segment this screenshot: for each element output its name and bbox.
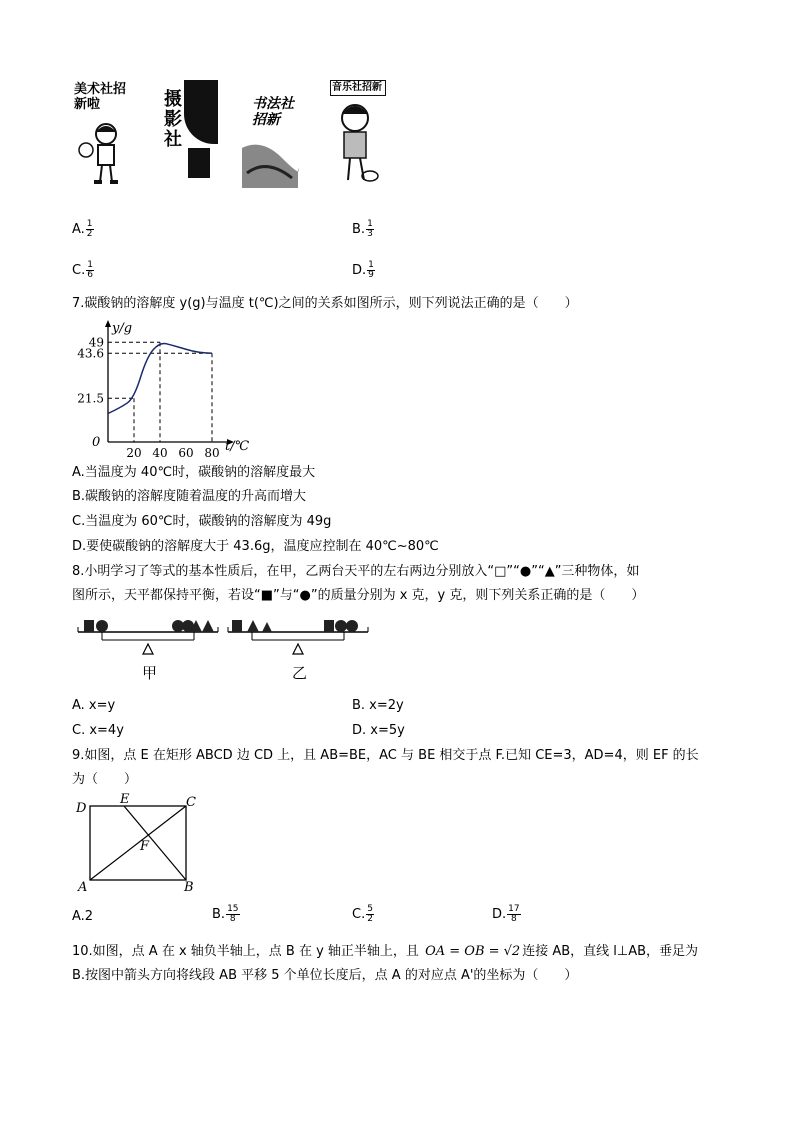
square-weight [84,620,94,632]
poster-title: 音乐社招新 [330,80,386,96]
segment-ac [90,806,186,880]
y-axis-arrow [105,320,111,327]
fraction: $\frac{1}{3}$ [367,219,373,239]
label-c: C [186,795,196,810]
rectangle-abcd-figure [72,792,212,896]
label-f: F [140,839,150,854]
q10-stem-line1: 10.如图，点 A 在 x 轴负半轴上，点 B 在 y 轴正半轴上，且 OA = OB = √2 连接 AB，直线 l⊥AB，垂足为 [72,944,699,959]
circle-weight [182,620,194,632]
balance-scales-figure [72,616,372,688]
x-tick-label: 80 [204,446,220,460]
segment-be [124,806,186,880]
y-tick-label: 43.6 [77,346,104,361]
q7-option-a[interactable]: A.当温度为 40℃时，碳酸钠的溶解度最大 [72,465,316,480]
y-tick-label: 21.5 [77,391,104,406]
q9-option-a[interactable]: A.2 [72,909,94,924]
poster-title: 美术社招新啦 [74,82,127,112]
label-b: B [184,880,194,895]
photo-club-poster [158,78,214,188]
circle-weight [335,620,347,632]
q8-option-b[interactable]: B. x=2y [352,698,404,713]
x-tick-label: 40 [152,446,168,460]
balance-jia [78,620,218,654]
q8-option-c[interactable]: C. x=4y [72,723,124,738]
cartoon-boy-illustration [76,118,126,188]
q6-option-c[interactable]: C. $\frac{1}{6}$ [72,260,93,280]
q8-stem-line1: 8.小明学习了等式的基本性质后，在甲，乙两台天平的左右两边分别放入“□”“●”“▲”三种物体，如 [72,564,640,579]
solubility-graph [77,318,270,460]
photographer-silhouette [188,148,210,178]
label-jia: 甲 [142,664,158,682]
q6-option-b[interactable]: B. $\frac{1}{3}$ [352,219,373,239]
art-club-poster [72,78,128,188]
q9-option-c[interactable]: C. $\frac{5}{2}$ [352,904,373,924]
music-club-poster [326,78,382,188]
cartoon-kid-illustration [330,100,380,186]
triangle-weight [202,620,214,632]
fraction: $\frac{1}{2}$ [86,219,93,239]
balance-yi [228,620,368,654]
calligraphy-club-poster [242,78,298,188]
y-tick-label: 49 [88,335,104,350]
x-tick-label: 60 [178,446,194,460]
q7-option-d[interactable]: D.要使碳酸钠的溶解度大于 43.6g，温度应控制在 40℃~80℃ [72,539,439,554]
q8-option-a[interactable]: A. x=y [72,698,116,713]
square-weight [324,620,334,632]
square-weight [232,620,242,632]
fraction: $\frac{5}{2}$ [367,904,373,924]
fraction: $\frac{1}{9}$ [368,260,374,280]
poster-title: 摄影社 [164,89,182,150]
q7-option-c[interactable]: C.当温度为 60℃时，碳酸钠的溶解度为 49g [72,514,332,529]
triangle-weight [262,622,272,632]
label-d: D [76,801,87,816]
poster-dark-background [184,80,218,144]
q8-stem-line2: 图所示，天平都保持平衡，若设“■”与“●”的质量分别为 x 克，y 克，则下列关系正确的是（ ） [72,588,645,603]
fraction: $\frac{15}{8}$ [227,904,239,924]
x-tick-label: 20 [126,446,142,460]
ink-brush-illustration [242,78,298,188]
q9-stem-line1: 9.如图，点 E 在矩形 ABCD 边 CD 上，且 AB=BE，AC 与 BE 相交于点 F.已知 CE=3，AD=4，则 EF 的长 [72,748,699,763]
label-a: A [78,880,88,895]
triangle-weight [247,620,259,632]
label-yi: 乙 [292,664,308,682]
label-e: E [120,792,130,807]
q6-option-d[interactable]: D. $\frac{1}{9}$ [352,260,374,280]
q7-option-b[interactable]: B.碳酸钠的溶解度随着温度的升高而增大 [72,489,307,504]
q7-stem: 7.碳酸钠的溶解度 y(g)与温度 t(℃)之间的关系如图所示，则下列说法正确的是（ ） [72,296,578,311]
circle-weight [346,620,358,632]
q9-option-b[interactable]: B. $\frac{15}{8}$ [212,904,239,924]
fraction: $\frac{1}{6}$ [87,260,93,280]
circle-weight [96,620,108,632]
q10-stem-line2: B.按图中箭头方向将线段 AB 平移 5 个单位长度后，点 A 的对应点 A'的坐标为（ ） [72,968,578,983]
fraction: $\frac{17}{8}$ [508,904,520,924]
origin-label: 0 [92,435,101,450]
poster-title: 书法社招新 [252,96,294,128]
q8-option-d[interactable]: D. x=5y [352,723,405,738]
x-axis-label: t/℃ [225,439,250,454]
q9-option-d[interactable]: D. $\frac{17}{8}$ [492,904,520,924]
q6-option-a[interactable]: A. $\frac{1}{2}$ [72,219,93,239]
q9-stem-line2: 为（ ） [72,772,138,787]
equation: OA = OB = √2 [425,944,521,959]
y-axis-label: y/g [112,321,133,336]
